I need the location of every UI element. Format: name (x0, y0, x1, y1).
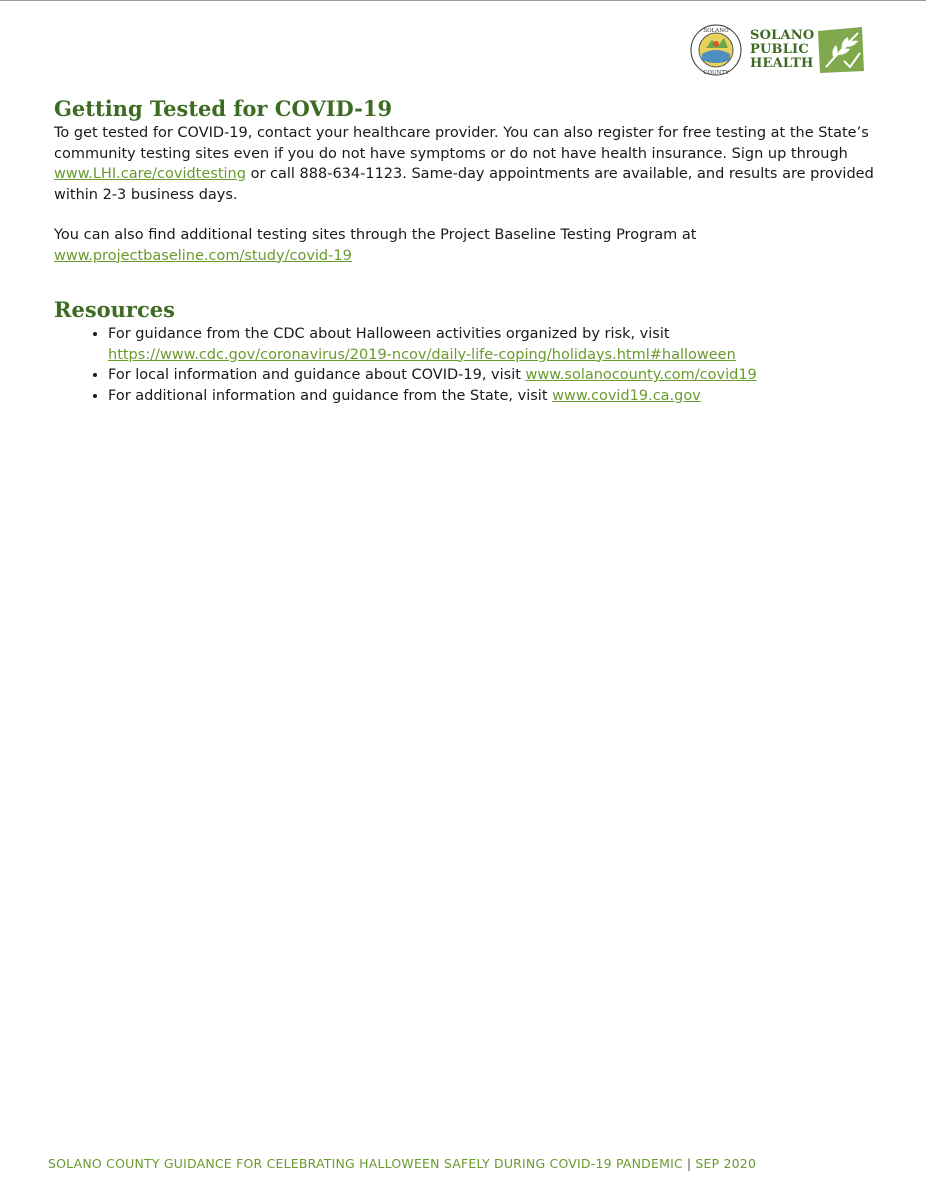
leaf-emblem-icon (816, 25, 866, 75)
footer-separator: | (686, 1156, 692, 1171)
project-baseline-link[interactable]: www.projectbaseline.com/study/covid-19 (54, 247, 352, 264)
cdc-halloween-link[interactable]: https://www.cdc.gov/coronavirus/2019-ncov/daily-life-coping/holidays.html#halloween (108, 346, 736, 363)
testing-heading: Getting Tested for COVID-19 (54, 96, 393, 121)
seal-top-text: SOLANO (703, 28, 729, 34)
resource-item-cdc (108, 324, 884, 365)
top-border-line (0, 0, 926, 1)
logo-wordmark (750, 29, 814, 71)
main-content (54, 95, 884, 406)
covid19-ca-gov-link[interactable]: www.covid19.ca.gov (552, 387, 701, 404)
resources-heading: Resources (54, 297, 175, 322)
solano-public-health-logo (690, 22, 875, 78)
testing-p1-text-2: or call 888-634-1123. Same-day appointments are available, and results are provided within 2-3 business days. (54, 166, 874, 203)
testing-paragraph-1 (54, 123, 884, 205)
testing-paragraph-2 (54, 225, 884, 266)
footer-title: SOLANO COUNTY GUIDANCE FOR CELEBRATING HALLOWEEN SAFELY DURING COVID-19 PANDEMIC (48, 1156, 683, 1171)
logo-line-3: HEALTH (750, 56, 814, 71)
resource-item-text: For guidance from the CDC about Halloween activities organized by risk, visit (108, 326, 670, 342)
solano-county-covid-link[interactable]: www.solanocounty.com/covid19 (525, 367, 757, 383)
lhi-testing-link[interactable]: www.LHI.care/covidtesting (54, 166, 246, 182)
testing-p1-text-1: To get tested for COVID-19, contact your healthcare provider. You can also register for free testing at the State’s community testing sites even if you do not have symptoms or do not have health insurance. Sign up through (54, 125, 869, 162)
logo-line-1: SOLANO (750, 28, 815, 43)
county-seal-icon (690, 24, 742, 76)
footer-date: SEP 2020 (695, 1156, 757, 1171)
resource-item-local (108, 365, 884, 386)
logo-line-2: PUBLIC (750, 42, 809, 57)
page-footer (48, 1156, 756, 1171)
resources-list (54, 324, 884, 406)
testing-p2-text: You can also find additional testing sites through the Project Baseline Testing Program at (54, 227, 697, 243)
resource-item-text: For local information and guidance about COVID-19, visit (108, 367, 526, 383)
resource-item-text: For additional information and guidance from the State, visit (108, 387, 553, 404)
resource-item-state (108, 386, 884, 407)
seal-bottom-text: COUNTY (703, 70, 729, 76)
